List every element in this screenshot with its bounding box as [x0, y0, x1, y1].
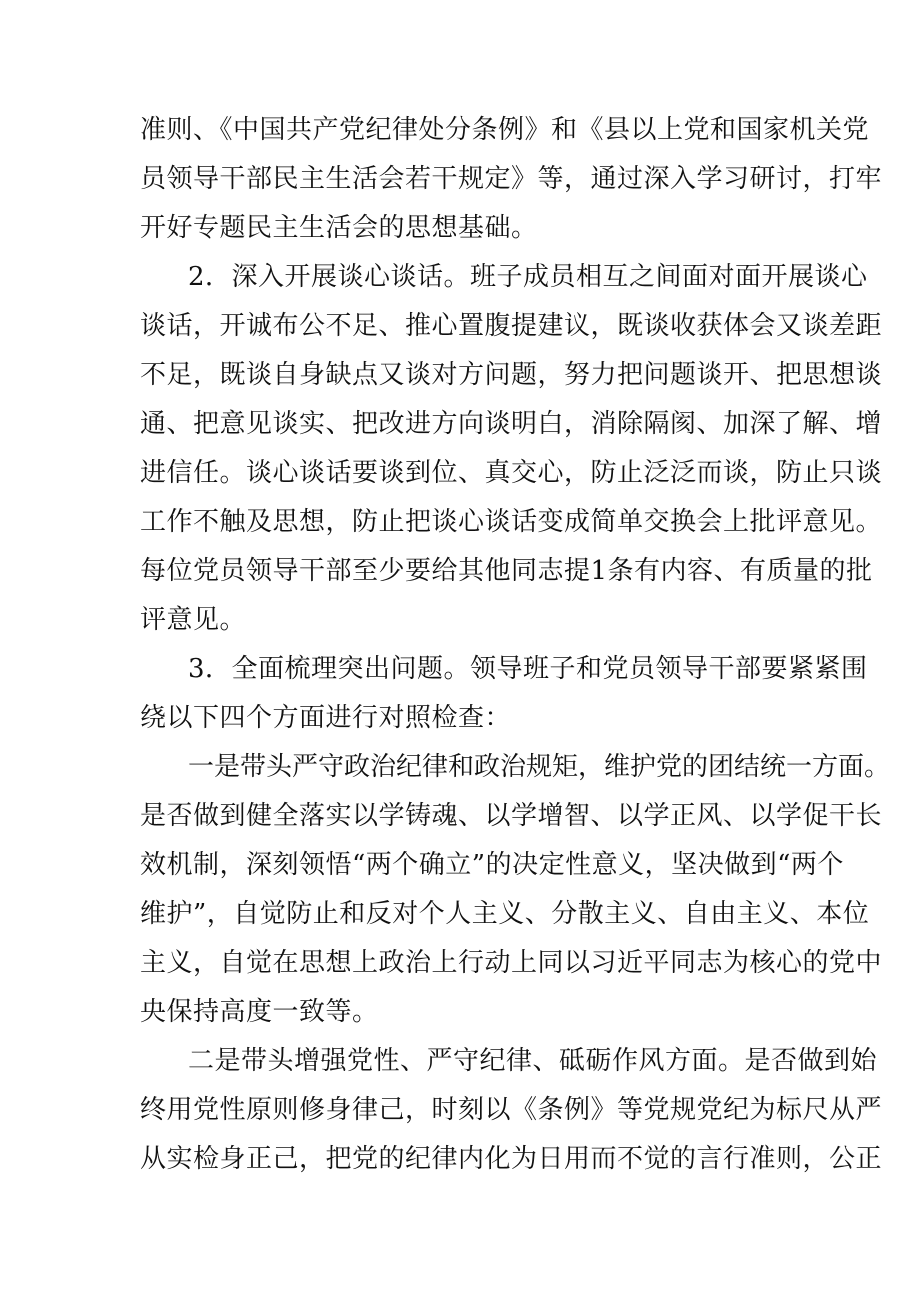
text-line: 工作不触及思想，防止把谈心谈话变成简单交换会上批评意见。: [140, 507, 883, 537]
text-line: 终用党性原则修身律己，时刻以《条例》等党规党纪为标尺从严: [140, 1095, 883, 1125]
text-line: 央保持高度一致等。: [140, 997, 379, 1027]
text-line: 二是带头增强党性、严守纪律、砥砺作风方面。是否做到始: [188, 1046, 878, 1076]
text-line: 员领导干部民主生活会若干规定》等，通过深入学习研讨，打牢: [140, 164, 883, 194]
text-line: 绕以下四个方面进行对照检查：: [140, 703, 512, 733]
text-line: 效机制，深刻领悟“两个确立”的决定性意义，坚决做到“两个: [140, 850, 844, 880]
text-line: 开好专题民主生活会的思想基础。: [140, 213, 538, 243]
text-line: 通、把意见谈实、把改进方向谈明白，消除隔阂、加深了解、增: [140, 409, 883, 439]
text-line: 从实检身正己，把党的纪律内化为日用而不觉的言行准则，公正: [140, 1144, 883, 1174]
text-line: 3．全面梳理突出问题。领导班子和党员领导干部要紧紧围: [188, 654, 868, 684]
text-line: 主义，自觉在思想上政治上行动上同以习近平同志为核心的党中: [140, 948, 883, 978]
text-line: 是否做到健全落实以学铸魂、以学增智、以学正风、以学促干长: [140, 801, 883, 831]
text-line: 2．深入开展谈心谈话。班子成员相互之间面对面开展谈心: [188, 262, 868, 292]
text-line: 谈话，开诚布公不足、推心置腹提建议，既谈收获体会又谈差距: [140, 311, 883, 341]
text-line: 评意见。: [140, 605, 247, 635]
text-line: 每位党员领导干部至少要给其他同志提1条有内容、有质量的批: [140, 556, 873, 586]
text-line: 维护”，自觉防止和反对个人主义、分散主义、自由主义、本位: [140, 899, 870, 929]
text-line: 不足，既谈自身缺点又谈对方问题，努力把问题谈开、把思想谈: [140, 360, 883, 390]
text-line: 准则、《中国共产党纪律处分条例》和《县以上党和国家机关党: [140, 115, 870, 145]
text-line: 一是带头严守政治纪律和政治规矩，维护党的团结统一方面。: [188, 752, 891, 782]
text-line: 进信任。谈心谈话要谈到位、真交心，防止泛泛而谈，防止只谈: [140, 458, 883, 488]
